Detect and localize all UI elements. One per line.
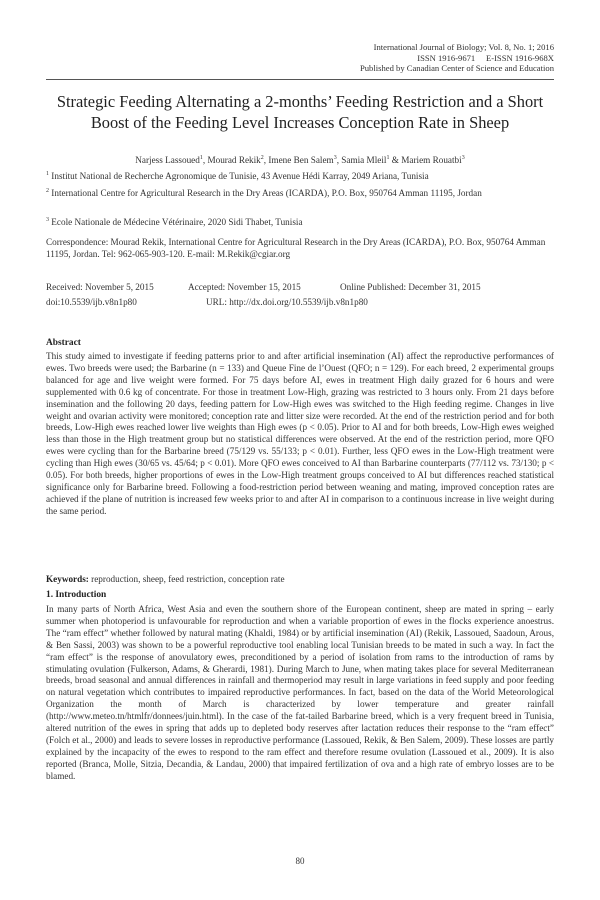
keywords <box>46 574 554 584</box>
introduction-text: In many parts of North Africa, West Asia and even the southern shore of the European continent, sheep are mated in spring – early summer when photoperiod is unfavourable for reproduction and when a variable proportion of ewes in the flocks experience anoestrus. The “ram effect” whether followed by natural mating (Khaldi, 1984) or by artificial insemination (AI) (Rekik, Lassoued, Saadoun, Arous, & Ben Sassi, 2003) was shown to be a powerful reproductive tool enabling local Tunisian breeds to be mated in such a way. In fact the “ram effect” is the response of anovulatory ewes, preconditioned by a period of isolation from rams to the introduction of rams by stimulating ovulation (Fulkerson, Adams, & Gherardi, 1981). During March to June, when mating takes place for several Mediterranean breeds, broad seasonal and annual differences in rainfall and thermoperiod may result in large variations in feed supply and poor feeding on natural vegetation which contributes to impaired reproductive performances. In fact, based on the data of the World Meteorological Organization the month of March is characterized by lower temperature and greater rainfall (http://www.meteo.tn/htmlfr/donnees/juin.html). In the case of the fat-tailed Barbarine breed, which is a very frequent breed in Tunisia, altered nutrition of the ewes in spring that adds up to depleted body reserves after lactation reduces their response to the “ram effect” (Folch et al., 2000) and leads to severe losses in reproductive performance (Lassoued, Rekik, & Ben Salem, 2009). These losses are partly explained by the incapacity of the ewes to respond to the ram effect and therefore resume ovulation (Lassoued et al., 2009). It is also reported (Branca, Molle, Sitzia, Decandia, & Landau, 2000) that impaired fertilization of ova and a high rate of embryo losses are to be blamed. <box>46 604 554 781</box>
author: Samia Mleil$^1$ <box>341 155 390 166</box>
article-url[interactable]: URL: http://dx.doi.org/10.5539/ijb.v8n1p80 <box>206 297 368 307</box>
online-published-date: Online Published: December 31, 2015 <box>340 282 481 292</box>
author-list: Narjess Lassoued$^1$, Mourad Rekik$^2$, Imene Ben Salem$^3$, Samia Mleil$^1$ & Mariem Rouatbi$^3$ <box>135 155 465 166</box>
page-number: 80 <box>295 856 305 866</box>
keywords-label: Keywords: <box>46 574 89 584</box>
header-rule <box>46 79 554 80</box>
author: Narjess Lassoued$^1$ <box>135 155 203 166</box>
affiliation: $^3$ Ecole Nationale de Médecine Vétérinaire, 2020 Sidi Thabet, Tunisia <box>46 217 303 228</box>
keywords-text: reproduction, sheep, feed restriction, conception rate <box>88 574 285 584</box>
author: Mourad Rekik$^2$ <box>207 155 264 166</box>
journal-header <box>360 42 554 74</box>
accepted-date: Accepted: November 15, 2015 <box>188 282 301 292</box>
publication-dates <box>46 280 554 310</box>
abstract-heading: Abstract <box>46 338 81 348</box>
abstract-text: This study aimed to investigate if feeding patterns prior to and after artificial insemination (AI) affect the reproductive performances of ewes. Two breeds were used; the Barbarine (n = 133) and Queue Fine de l’Ouest (QFO; n = 129). For each breed, 2 experimental groups balanced for age and live weight were formed. For 75 days before AI, ewes in treatment High daily grazed for 6 hours and were supplemented with 0.6 kg of concentrate. For those in treatment Low-High, grazing was restricted to 3 hours only. From 21 days before insemination and the following 20 days, feeding pattern for Low-High ewes was switched to the High feeding regime. Changes in live weight and ovarian activity were monitored; conception rate and litter size were recorded. At the end of the restriction period and for both breeds, Low-High ewes reached lower live weights than High ewes (p < 0.05). Prior to AI and for both breeds, Low-High ewes weighed less than those in the High treatment group but no statistical differences were observed. At the end of the restriction period, more QFO ewes were cycling than for the Barbarine breed (75/129 vs. 55/133; p < 0.01). Further, less QFO ewes in the Low-High treatment were cycling than High ewes (30/65 vs. 45/64; p < 0.01). More QFO ewes conceived to AI than Barbarine counterparts (77/112 vs. 73/130; p < 0.05). For both breeds, higher proportions of ewes in the Low-High treatment groups conceived to AI but differences reached statistical significance only for Barbarine breed. Following a food-restriction period between weaning and mating, improved conception rates are achieved if the plane of nutrition is increased few weeks prior to and after AI in comparison to a continuous increase in live weight during the same period. <box>46 351 554 516</box>
affiliation: $^1$ Institut National de Recherche Agronomique de Tunisie, 43 Avenue Hédi Karray, 2049 Ariana, Tunisia <box>46 171 429 182</box>
correspondence: Correspondence: Mourad Rekik, International Centre for Agricultural Research in the Dry Areas (ICARDA), P.O. Box, 950764 Amman 11195, Jordan. Tel: 962-065-903-120. E-mail: M.Rekik@cgiar.org <box>46 237 546 259</box>
journal-line: International Journal of Biology; Vol. 8, No. 1; 2016 <box>373 42 554 52</box>
introduction-heading: 1. Introduction <box>46 590 107 600</box>
affiliation: $^2$ International Centre for Agricultural Research in the Dry Areas (ICARDA), P.O. Box, 950764 Amman 11195, Jordan <box>46 188 482 199</box>
paper-title: Strategic Feeding Alternating a 2-months’ Feeding Restriction and a Short Boost of the Feeding Level Increases Conception Rate in Sheep <box>56 92 544 132</box>
received-date: Received: November 5, 2015 <box>46 282 154 292</box>
doi: doi:10.5539/ijb.v8n1p80 <box>46 297 137 307</box>
author: Mariem Rouatbi$^3$ <box>401 155 465 166</box>
issn-line: ISSN 1916-9671 E-ISSN 1916-968X <box>417 52 554 63</box>
author: Imene Ben Salem$^3$ <box>268 155 337 166</box>
publisher-line: Published by Canadian Center of Science and Education <box>359 63 554 73</box>
